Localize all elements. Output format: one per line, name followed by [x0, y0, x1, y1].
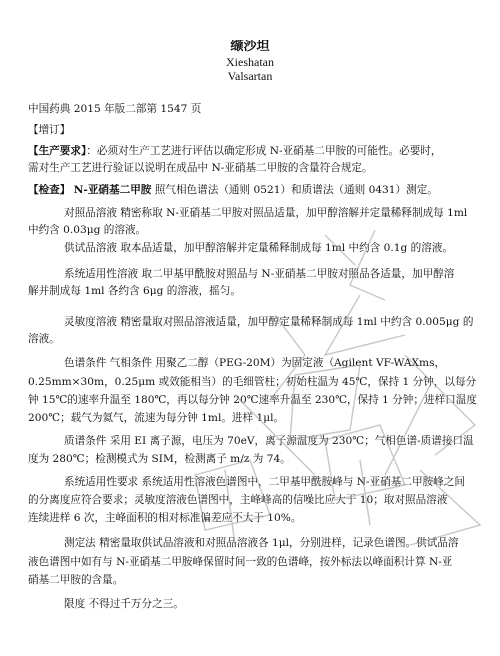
suitability-solution-line-2: 解并制成每 1ml 各约含 6μg 的溶液，摇匀。	[28, 285, 241, 297]
section-tag: 【增订】	[28, 124, 71, 136]
monograph-title-cn: 缬沙坦	[230, 40, 270, 53]
system-suitability-line-2: 的分离度应符合要求；灵敏度溶液色谱图中，主峰峰高的信噪比应大于 10；取对照品溶液	[28, 494, 448, 506]
reference-solution-line-1: 对照品溶液 精密称取 N-亚硝基二甲胺对照品适量，加甲醇溶解并定量稀释制成每 1ml	[64, 207, 468, 219]
determination-line-1: 测定法 精密量取供试品溶液和对照品溶液各 1μl，分别进样，记录色谱图。供试品溶	[64, 537, 459, 549]
production-requirement-line	[28, 145, 478, 158]
source-reference: 中国药典 2015 年版二部第 1547 页	[28, 103, 202, 115]
system-suitability-line-3: 连续进样 6 次，主峰面积的相对标准偏差应不大于 10%。	[28, 512, 302, 524]
monograph-title-pinyin: Xieshatan	[226, 56, 274, 69]
suitability-solution-line-1: 系统适用性溶液 取二甲基甲酰胺对照品与 N-亚硝基二甲胺对照品各适量，加甲醇溶	[64, 268, 455, 280]
determination-line-3: 硝基二甲胺的含量。	[28, 574, 124, 586]
system-suitability-line-1: 系统适用性要求 系统适用性溶液色谱图中，二甲基甲酰胺峰与 N-亚硝基二甲胺峰之间	[64, 476, 465, 488]
limit-line: 限度 不得过千万分之三。	[64, 598, 184, 610]
sensitivity-solution-line-1: 灵敏度溶液 精密量取对照品溶液适量，加甲醇定量稀释制成每 1ml 中约含 0.005μg 的	[64, 316, 474, 328]
inspection-method: 照气相色谱法（通则 0521）和质谱法（通则 0431）测定。	[154, 184, 438, 196]
production-requirement-continued: 需对生产工艺进行验证以说明在成品中 N-亚硝基二甲胺的含量符合规定。	[28, 162, 373, 174]
gc-conditions-line-4: 200℃；载气为氦气，流速为每分钟 1ml。进样 1μl。	[28, 412, 285, 424]
gc-conditions-line-2: 0.25mm×30m，0.25μm 或效能相当）的毛细管柱；初始柱温为 45℃，保持 1 分钟，以每分	[28, 376, 477, 388]
inspection-heading	[28, 184, 478, 197]
monograph-title-en: Valsartan	[227, 70, 273, 83]
sensitivity-solution-line-2: 溶液。	[28, 333, 60, 345]
reference-solution-line-2: 中约含 0.03μg 的溶液。	[28, 224, 147, 236]
ms-conditions-line-2: 度为 280℃；检测模式为 SIM，检测离子 m/z 为 74。	[28, 453, 291, 465]
gc-conditions-line-1: 色谱条件 气相条件 用聚乙二醇（PEG-20M）为固定液（Agilent VF-WAXms，	[64, 357, 446, 369]
production-requirement-label: 【生产要求】	[28, 145, 87, 157]
test-solution-line: 供试品溶液 取本品适量，加甲醇溶解并定量稀释制成每 1ml 中约含 0.1g 的溶液。	[64, 242, 454, 254]
gc-conditions-line-3: 钟 15℃的速率升温至 180℃，再以每分钟 20℃速率升温至 230℃，保持 1 分钟；进样口温度	[28, 394, 477, 406]
ms-conditions-line-1: 质谱条件 采用 EI 离子源，电压为 70eV，离子源温度为 230℃；气相色谱-质谱接口温	[64, 435, 474, 447]
determination-line-2: 液色谱图中如有与 N-亚硝基二甲胺峰保留时间一致的色谱峰，按外标法以峰面积计算 N-亚	[28, 556, 453, 568]
inspection-label: 【检查】	[28, 184, 71, 196]
inspection-item: N-亚硝基二甲胺	[73, 184, 152, 196]
production-requirement-text: ：必须对生产工艺进行评估以确定形成 N-亚硝基二甲胺的可能性。必要时，	[86, 145, 442, 157]
